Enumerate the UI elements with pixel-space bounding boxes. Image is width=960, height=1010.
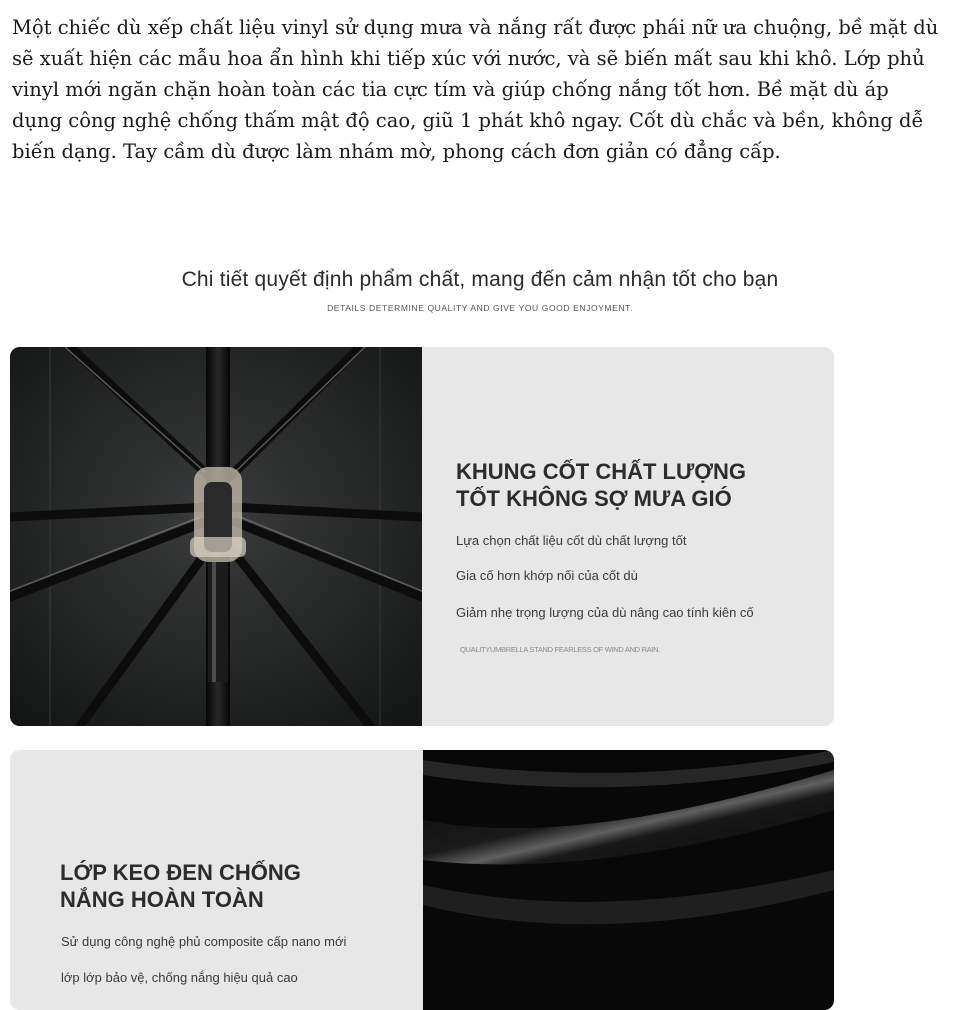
details-section-subtitle: DETAILS DETERMINE QUALITY AND GIVE YOU GOOD ENJOYMENT. (327, 303, 633, 313)
details-section-title: Chi tiết quyết định phẩm chất, mang đến cảm nhận tốt cho bạn (181, 268, 779, 291)
frame-point-2: Gia cố hơn khớp nối của cốt dù (456, 568, 638, 583)
coating-heading-line1: LỚP KEO ĐEN CHỐNG (60, 860, 301, 885)
black-fabric-photo (423, 750, 834, 1010)
coating-heading-line2: NẮNG HOÀN TOÀN (60, 887, 264, 912)
coating-point-1: Sử dụng công nghệ phủ composite cấp nano mới (61, 934, 347, 949)
frame-point-3: Giảm nhẹ trọng lượng của dù nâng cao tính kiên cố (456, 605, 754, 620)
frame-caption: QUALITYUMBRELLA STAND FEARLESS OF WIND AND RAIN. (460, 645, 661, 654)
umbrella-frame-photo (10, 347, 422, 726)
coating-card (10, 750, 834, 1010)
frame-quality-card (10, 347, 834, 726)
coating-point-2: lớp lớp bảo vệ, chống nắng hiệu quả cao (61, 970, 298, 985)
product-description: Một chiếc dù xếp chất liệu vinyl sử dụng mưa và nắng rất được phái nữ ưa chuộng, bề mặt dù sẽ xuất hiện các mẫu hoa ẩn hình khi tiếp xúc với nước, và sẽ biến mất sau khi khô. Lớp phủ vinyl mới ngăn chặn hoàn toàn các tia cực tím và giúp chống nắng tốt hơn. Bề mặt dù áp dụng công nghệ chống thấm mật độ cao, giũ 1 phát khô ngay. Cốt dù chắc và bền, không dễ biến dạng. Tay cầm dù được làm nhám mờ, phong cách đơn giản có đẳng cấp. (12, 16, 939, 163)
frame-heading-line1: KHUNG CỐT CHẤT LƯỢNG (456, 459, 746, 484)
frame-heading-line2: TỐT KHÔNG SỢ MƯA GIÓ (456, 486, 732, 511)
frame-point-1: Lựa chọn chất liệu cốt dù chất lượng tốt (456, 533, 687, 548)
